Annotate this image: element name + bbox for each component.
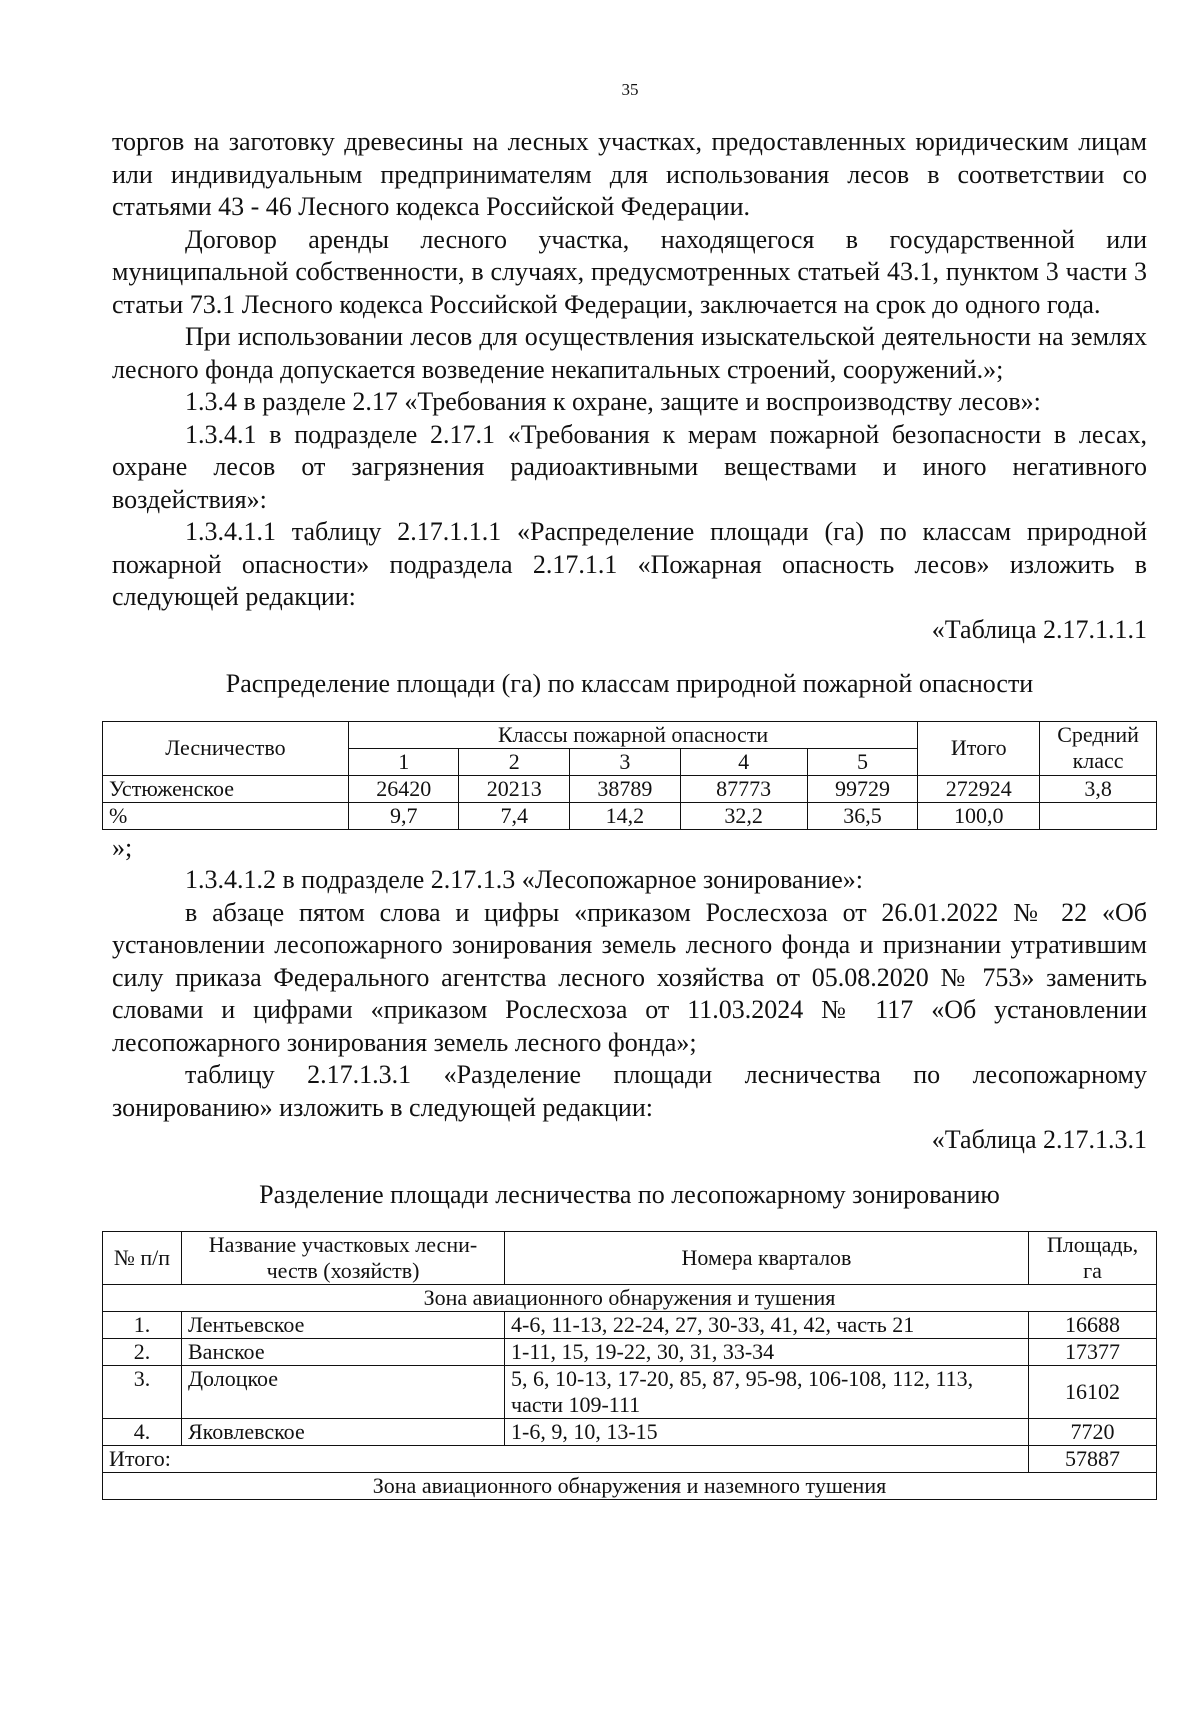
table-cell: 14,2 — [570, 802, 681, 829]
table1-label: «Таблица 2.17.1.1.1 — [931, 614, 1147, 644]
table1-caption: Распределение площади (га) по классам природной пожарной опасности — [225, 669, 1034, 698]
paragraph: При использовании лесов для осуществления изыскательской деятельности на землях лесного фонда допускается возведение некапитальных строений, сооружений.»; — [112, 322, 1147, 384]
row-number: 2. — [103, 1339, 182, 1366]
table-cell: 7,4 — [459, 802, 570, 829]
forestry-name: Устюженское — [103, 775, 349, 802]
total-value: 57887 — [1029, 1446, 1157, 1473]
paragraph: 1.3.4.1.1 таблицу 2.17.1.1.1 «Распределение площади (га) по классам природной пожарной опасности» подраздела 2.17.1.1 «Пожарная опасность лесов» изложить в следующей редакции: — [112, 517, 1147, 611]
paragraph: 1.3.4 в разделе 2.17 «Требования к охране, защите и воспроизводству лесов»: — [185, 387, 1041, 416]
header-total: Итого — [918, 721, 1040, 775]
table-row — [103, 1419, 1157, 1446]
table-cell: 38789 — [570, 775, 681, 802]
header-average-class: Средний класс — [1040, 721, 1157, 775]
table-cell: 20213 — [459, 775, 570, 802]
table-cell: 87773 — [680, 775, 807, 802]
row-number: 1. — [103, 1312, 182, 1339]
table-cell — [1040, 802, 1157, 829]
table-cell: 3,8 — [1040, 775, 1157, 802]
fire-class-table — [102, 721, 1157, 830]
table-row — [103, 775, 1157, 802]
class-number: 2 — [459, 748, 570, 775]
row-number: 3. — [103, 1366, 182, 1419]
paragraph: таблицу 2.17.1.3.1 «Разделение площади лесничества по лесопожарному зонированию» изложить в следующей редакции: — [112, 1060, 1147, 1122]
table-cell: 99729 — [807, 775, 918, 802]
header-forestry-name: Название участковых лесни-честв (хозяйств) — [182, 1232, 505, 1285]
table-row — [103, 802, 1157, 829]
total-label: Итого: — [103, 1446, 1029, 1473]
header-classes: Классы пожарной опасности — [348, 721, 917, 748]
table-cell: 26420 — [348, 775, 459, 802]
table-row — [103, 1312, 1157, 1339]
table-cell: 36,5 — [807, 802, 918, 829]
fire-zoning-table — [102, 1231, 1157, 1500]
class-number: 3 — [570, 748, 681, 775]
table1-end-mark: »; — [112, 832, 133, 862]
table2-caption: Разделение площади лесничества по лесопожарному зонированию — [259, 1179, 1000, 1209]
page-number: 35 — [621, 80, 639, 99]
quarters: 5, 6, 10-13, 17-20, 85, 87, 95-98, 106-108, 112, 113, части 109-111 — [505, 1366, 1029, 1419]
header-area: Площадь, га — [1029, 1232, 1157, 1285]
forestry-name: Лентьевское — [182, 1312, 505, 1339]
zone-heading: Зона авиационного обнаружения и наземного тушения — [103, 1473, 1157, 1500]
class-number: 4 — [680, 748, 807, 775]
forestry-name: Долоцкое — [182, 1366, 505, 1419]
paragraph: Договор аренды лесного участка, находящегося в государственной или муниципальной собственности, в случаях, предусмотренных статьей 43.1, пунктом 3 части 3 статьи 73.1 Лесного кодекса Российской Федерации, заключается на срок до одного года. — [112, 224, 1147, 319]
forestry-name: Ванское — [182, 1339, 505, 1366]
header-forestry: Лесничество — [103, 721, 349, 775]
row-number: 4. — [103, 1419, 182, 1446]
header-number: № п/п — [103, 1232, 182, 1285]
class-number: 1 — [348, 748, 459, 775]
table-row — [103, 1339, 1157, 1366]
area: 16102 — [1029, 1366, 1157, 1419]
class-number: 5 — [807, 748, 918, 775]
table-cell: 272924 — [918, 775, 1040, 802]
table2-label: «Таблица 2.17.1.3.1 — [931, 1125, 1147, 1154]
zone-heading: Зона авиационного обнаружения и тушения — [103, 1285, 1157, 1312]
area: 16688 — [1029, 1312, 1157, 1339]
forestry-name: Яковлевское — [182, 1419, 505, 1446]
quarters: 4-6, 11-13, 22-24, 27, 30-33, 41, 42, часть 21 — [505, 1312, 1029, 1339]
table-cell: 32,2 — [680, 802, 807, 829]
table-cell: 100,0 — [918, 802, 1040, 829]
paragraph: 1.3.4.1 в подразделе 2.17.1 «Требования к мерам пожарной безопасности в лесах, охране лесов от загрязнения радиоактивными веществами и иного негативного воздействия»: — [112, 419, 1147, 514]
forestry-name: % — [103, 802, 349, 829]
table-total-row — [103, 1446, 1157, 1473]
quarters: 1-6, 9, 10, 13-15 — [505, 1419, 1029, 1446]
document-body — [109, 126, 1147, 1500]
paragraph: торгов на заготовку древесины на лесных участках, предоставленных юридическим лицам или индивидуальным предпринимателям для использования лесов в соответствии со статьями 43 - 46 Лесного кодекса Российской Федерации. — [112, 127, 1147, 221]
area: 17377 — [1029, 1339, 1157, 1366]
paragraph: в абзаце пятом слова и цифры «приказом Рослесхоза от 26.01.2022 № 22 «Об установлении лесопожарного зонирования земель лесного фонда и признании утратившим силу приказа Федерального агентства лесного хозяйства от 05.08.2020 № 753» заменить словами и цифрами «приказом Рослесхоза от 11.03.2024 № 117 «Об установлении лесопожарного зонирования земель лесного фонда»; — [112, 897, 1147, 1057]
area: 7720 — [1029, 1419, 1157, 1446]
quarters: 1-11, 15, 19-22, 30, 31, 33-34 — [505, 1339, 1029, 1366]
table-cell: 9,7 — [348, 802, 459, 829]
table-row — [103, 1366, 1157, 1419]
paragraph: 1.3.4.1.2 в подразделе 2.17.1.3 «Лесопожарное зонирование»: — [185, 865, 864, 894]
header-quarters: Номера кварталов — [505, 1232, 1029, 1285]
